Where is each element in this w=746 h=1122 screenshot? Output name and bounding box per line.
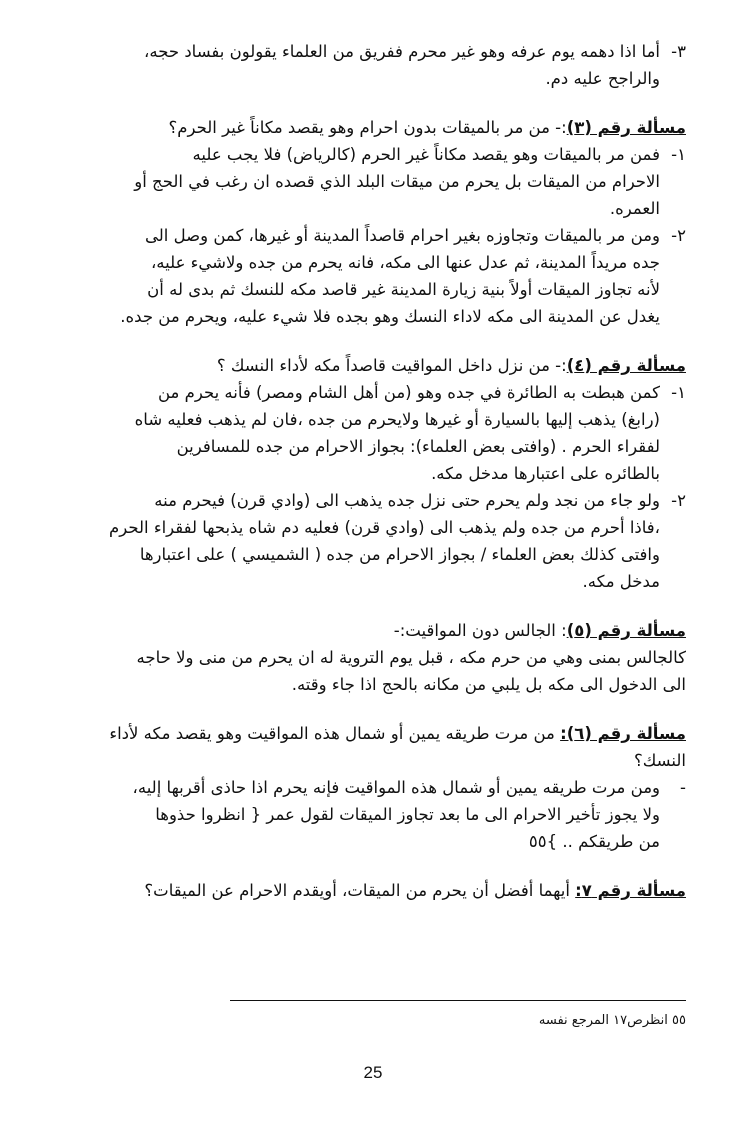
paragraph-block (66, 644, 686, 698)
paragraph-block (66, 379, 686, 595)
text-line: مدخل مكه. (582, 572, 660, 591)
text-line: كالجالس بمنى وهي من حرم مكه ، قبل يوم التروية له ان يحرم من منى ولا حاجه (136, 648, 686, 667)
text-line: جده مريداً المدينة، ثم عدل عنها الى مكه، فانه يحرم من جده ولاشيء عليه، (150, 253, 660, 272)
text-line: ٣-أما اذا دهمه يوم عرفه وهو غير محرم ففريق من العلماء يقولون بفساد حجه، (66, 38, 686, 65)
text-line: الى الدخول الى مكه بل يلبي من مكانه بالحج اذا جاء وقته. (291, 675, 686, 694)
footnote: ٥٥ انظرص١٧ المرجع نفسه (538, 1013, 686, 1028)
text-line: (رابغ) يذهب إليها بالسيارة أو غيرها ولايحرم من جده ،فان لم يذهب فعليه شاه (134, 410, 660, 429)
question-number: مسألة رقم ٧: (575, 881, 686, 900)
paragraph-block (66, 141, 686, 330)
question-number: مسألة رقم (٦): (560, 724, 686, 743)
text-line: ٢-ولو جاء من نجد ولم يحرم حتى نزل جده يذهب الى (وادي قرن) فيحرم منه (66, 487, 686, 514)
footnote-divider (230, 1000, 686, 1001)
text-line: ،فاذا أحرم من جده ولم يذهب الى (وادي قرن) فعليه دم شاه يذبحها لفقراء الحرم (109, 518, 660, 537)
question-heading: مسألة رقم (٣):- من مر بالميقات بدون احرام وهو يقصد مكاناً غير الحرم؟ (168, 118, 686, 137)
text-line: ١-فمن مر بالميقات وهو يقصد مكاناً غير الحرم (كالرياض) فلا يجب عليه (66, 141, 686, 168)
item-number: - (680, 778, 686, 797)
item-number: ١- (671, 145, 686, 164)
text-line: والراجح عليه دم. (545, 69, 660, 88)
text-line: يغدل عن المدينة الى مكه لاداء النسك وهو بجده فلا شيء عليه، ويحرم من جده. (120, 307, 660, 326)
text-line: ولا يجوز تأخير الاحرام الى ما بعد تجاوز الميقات لقول عمر { انظروا حذوها (155, 805, 660, 824)
text-line: لأنه تجاوز الميقات أولاً بنية زيارة المدينة غير قاصد مكه للنسك ثم بدى له أن (147, 280, 660, 299)
item-number: ١- (671, 383, 686, 402)
text-line: وافتى كذلك بعض العلماء / بجواز الاحرام من جده ( الشميسي ) على اعتبارها (139, 545, 660, 564)
item-number: ٣- (671, 42, 686, 61)
text-line: -ومن مرت طريقه يمين أو شمال هذه المواقيت فإنه يحرم اذا حاذى أقربها إليه، (66, 774, 686, 801)
question-heading: مسألة رقم (٦): من مرت طريقه يمين أو شمال هذه المواقيت وهو يقصد مكه لأداء (109, 724, 686, 743)
page-body (66, 38, 686, 904)
text-line: ٢-ومن مر بالميقات وتجاوزه بغير احرام قاصداً المدينة أو غيرها، كمن وصل الى (66, 222, 686, 249)
question-heading: مسألة رقم ٧: أيهما أفضل أن يحرم من الميقات، أويقدم الاحرام عن الميقات؟ (144, 881, 686, 900)
text-line: لفقراء الحرم . (وافتى بعض العلماء): بجواز الاحرام من جده للمسافرين (176, 437, 660, 456)
text-line: بالطائره على اعتبارها مدخل مكه. (431, 464, 660, 483)
question-number: مسألة رقم (٥) (566, 621, 686, 640)
paragraph-block (66, 38, 686, 92)
text-line: ١-كمن هبطت به الطائرة في جده وهو (من أهل الشام ومصر) فأنه يحرم من (66, 379, 686, 406)
text-line: الاحرام من الميقات بل يحرم من ميقات البلد الذي قصده ان رغب في الحج أو (134, 172, 660, 191)
item-number: ٢- (671, 491, 686, 510)
text-line: العمره. (609, 199, 660, 218)
question-number: مسألة رقم (٤) (566, 356, 686, 375)
item-number: ٢- (671, 226, 686, 245)
text-line: النسك؟ (634, 751, 686, 770)
question-heading: مسألة رقم (٥): الجالس دون المواقيت:- (393, 621, 686, 640)
question-number: مسألة رقم (٣) (566, 118, 686, 137)
question-heading: مسألة رقم (٤):- من نزل داخل المواقيت قاصداً مكه لأداء النسك ؟ (216, 356, 686, 375)
text-line: من طريقكم .. }٥٥ (528, 832, 660, 851)
paragraph-block (66, 747, 686, 855)
page-number: 25 (363, 1063, 383, 1082)
